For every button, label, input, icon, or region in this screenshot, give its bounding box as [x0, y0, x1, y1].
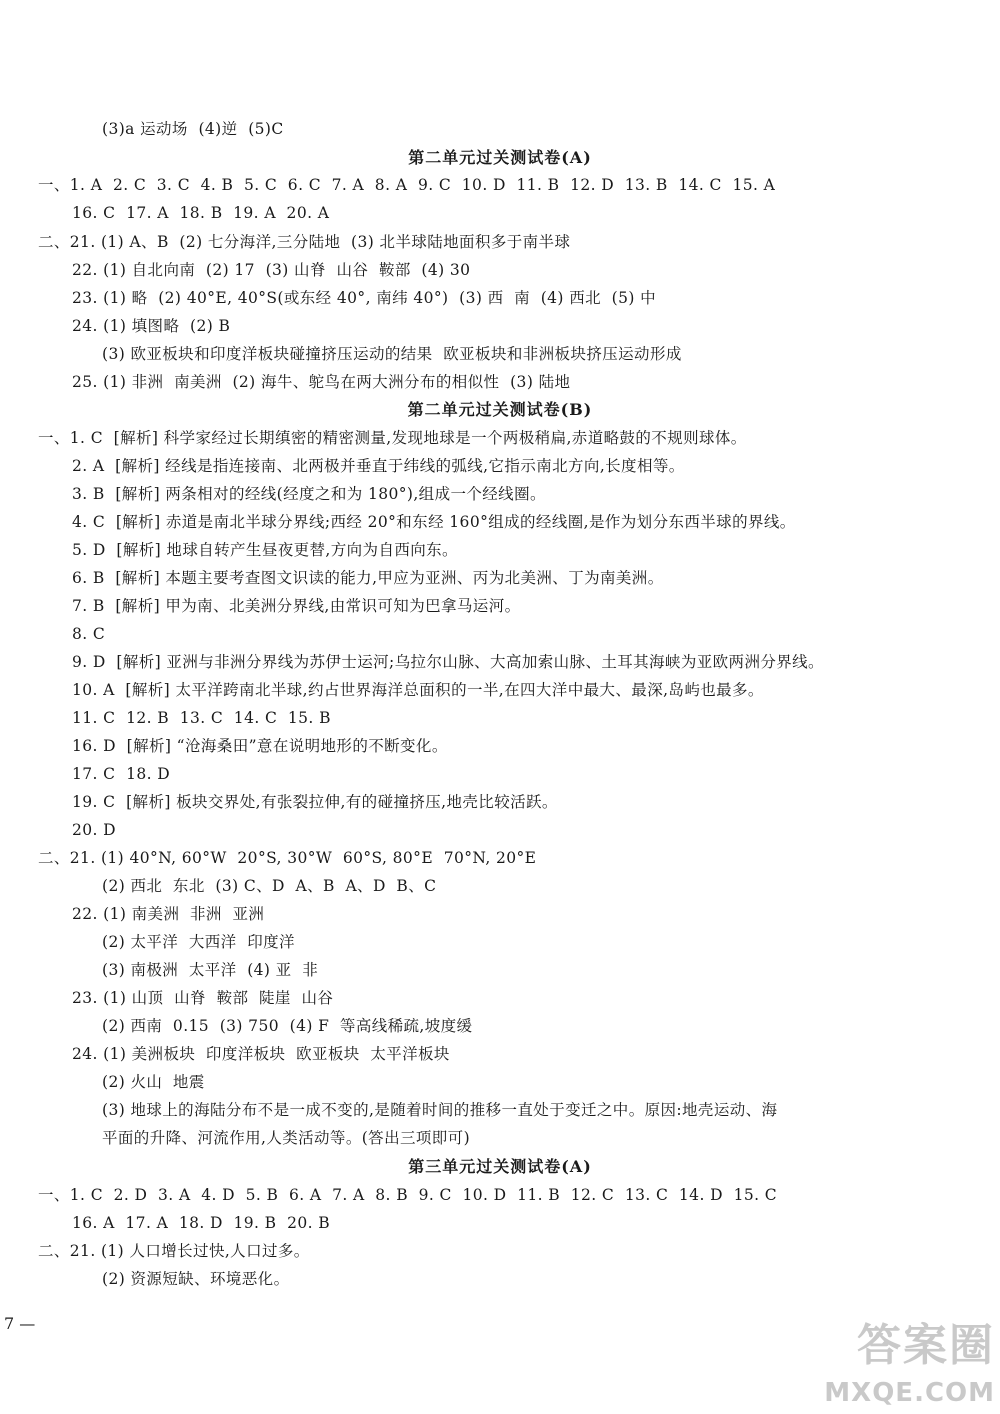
- answer-line: 8. C: [72, 625, 106, 643]
- answer-line: 一、1. A 2. C 3. C 4. B 5. C 6. C 7. A 8. A 9. C 10. D 11. B 12. D 13. B 14. C 15. A: [38, 176, 776, 194]
- answer-line: 16. D [解析] “沧海桑田”意在说明地形的不断变化。: [72, 737, 448, 755]
- answer-line: 4. C [解析] 赤道是南北半球分界线;西经 20°和东经 160°组成的经线圈,是作为划分东西半球的界线。: [72, 513, 796, 531]
- answer-line: (2) 西北 东北 (3) C、D A、B A、D B、C: [102, 877, 437, 895]
- section-title: 第二单元过关测试卷(A): [408, 148, 592, 167]
- answer-line: 2. A [解析] 经线是指连接南、北两极并垂直于纬线的弧线,它指示南北方向,长度相等。: [72, 457, 685, 475]
- answer-line: 5. D [解析] 地球自转产生昼夜更替,方向为自西向东。: [72, 541, 458, 559]
- watermark: [800, 1320, 995, 1410]
- answer-line: (3) 南极洲 太平洋 (4) 亚 非: [102, 961, 319, 979]
- watermark-url: MXQE.COM: [824, 1378, 995, 1408]
- answer-line: 二、21. (1) A、B (2) 七分海洋,三分陆地 (3) 北半球陆地面积多于南半球: [38, 233, 571, 251]
- section-title: 第二单元过关测试卷(B): [407, 400, 593, 419]
- answer-line: (2) 太平洋 大西洋 印度洋: [102, 933, 295, 951]
- answer-line: 24. (1) 美洲板块 印度洋板块 欧亚板块 太平洋板块: [72, 1045, 450, 1063]
- answer-line: 7. B [解析] 甲为南、北美洲分界线,由常识可知为巴拿马运河。: [72, 597, 521, 615]
- answer-line: (3) 欧亚板块和印度洋板块碰撞挤压运动的结果 欧亚板块和非洲板块挤压运动形成: [102, 345, 682, 363]
- answer-line: 22. (1) 自北向南 (2) 17 (3) 山脊 山谷 鞍部 (4) 30: [72, 261, 471, 279]
- answer-line: 二、21. (1) 人口增长过快,人口过多。: [38, 1242, 310, 1260]
- answer-line: 6. B [解析] 本题主要考查图文识读的能力,甲应为亚洲、丙为北美洲、丁为南美洲。: [72, 569, 664, 587]
- answer-line: 20. D: [72, 821, 117, 839]
- answer-line: 10. A [解析] 太平洋跨南北半球,约占世界海洋总面积的一半,在四大洋中最大、最深,岛屿也最多。: [72, 681, 764, 699]
- answer-line: 16. C 17. A 18. B 19. A 20. A: [72, 204, 330, 222]
- answer-line: 平面的升降、河流作用,人类活动等。(答出三项即可): [102, 1129, 471, 1147]
- answer-line: (3) 地球上的海陆分布不是一成不变的,是随着时间的推移一直处于变迁之中。原因:地壳运动、海: [102, 1101, 778, 1119]
- section-title: 第三单元过关测试卷(A): [408, 1157, 592, 1176]
- answer-line: (2) 西南 0.15 (3) 750 (4) F 等高线稀疏,坡度缓: [102, 1017, 473, 1035]
- watermark-logo: 答案圈: [857, 1320, 995, 1371]
- answer-line: 23. (1) 略 (2) 40°E, 40°S(或东经 40°, 南纬 40°) (3) 西 南 (4) 西北 (5) 中: [72, 289, 657, 307]
- answer-line: 25. (1) 非洲 南美洲 (2) 海牛、鸵鸟在两大洲分布的相似性 (3) 陆地: [72, 373, 571, 391]
- page-number: 7 —: [4, 1314, 36, 1333]
- answer-line: 11. C 12. B 13. C 14. C 15. B: [72, 709, 331, 727]
- answer-line: (2) 资源短缺、环境恶化。: [102, 1270, 290, 1288]
- answer-line: 3. B [解析] 两条相对的经线(经度之和为 180°),组成一个经线圈。: [72, 485, 546, 503]
- answer-line: 一、1. C [解析] 科学家经过长期缜密的精密测量,发现地球是一个两极稍扁,赤道略鼓的不规则球体。: [38, 429, 747, 447]
- answer-line: 22. (1) 南美洲 非洲 亚洲: [72, 905, 265, 923]
- answer-line: 23. (1) 山顶 山脊 鞍部 陡崖 山谷: [72, 989, 334, 1007]
- answer-line: 17. C 18. D: [72, 765, 171, 783]
- answer-line: (2) 火山 地震: [102, 1073, 205, 1091]
- answer-line: 19. C [解析] 板块交界处,有张裂拉伸,有的碰撞挤压,地壳比较活跃。: [72, 793, 558, 811]
- answer-line: 二、21. (1) 40°N, 60°W 20°S, 30°W 60°S, 80°E 70°N, 20°E: [38, 849, 537, 867]
- answer-line: 一、1. C 2. D 3. A 4. D 5. B 6. A 7. A 8. B 9. C 10. D 11. B 12. C 13. C 14. D 15. C: [38, 1186, 778, 1204]
- answer-line: 16. A 17. A 18. D 19. B 20. B: [72, 1214, 331, 1232]
- answer-line: (3)a 运动场 (4)逆 (5)C: [102, 120, 284, 138]
- answer-line: 9. D [解析] 亚洲与非洲分界线为苏伊士运河;乌拉尔山脉、大高加索山脉、土耳其海峡为亚欧两洲分界线。: [72, 653, 824, 671]
- answer-line: 24. (1) 填图略 (2) B: [72, 317, 231, 335]
